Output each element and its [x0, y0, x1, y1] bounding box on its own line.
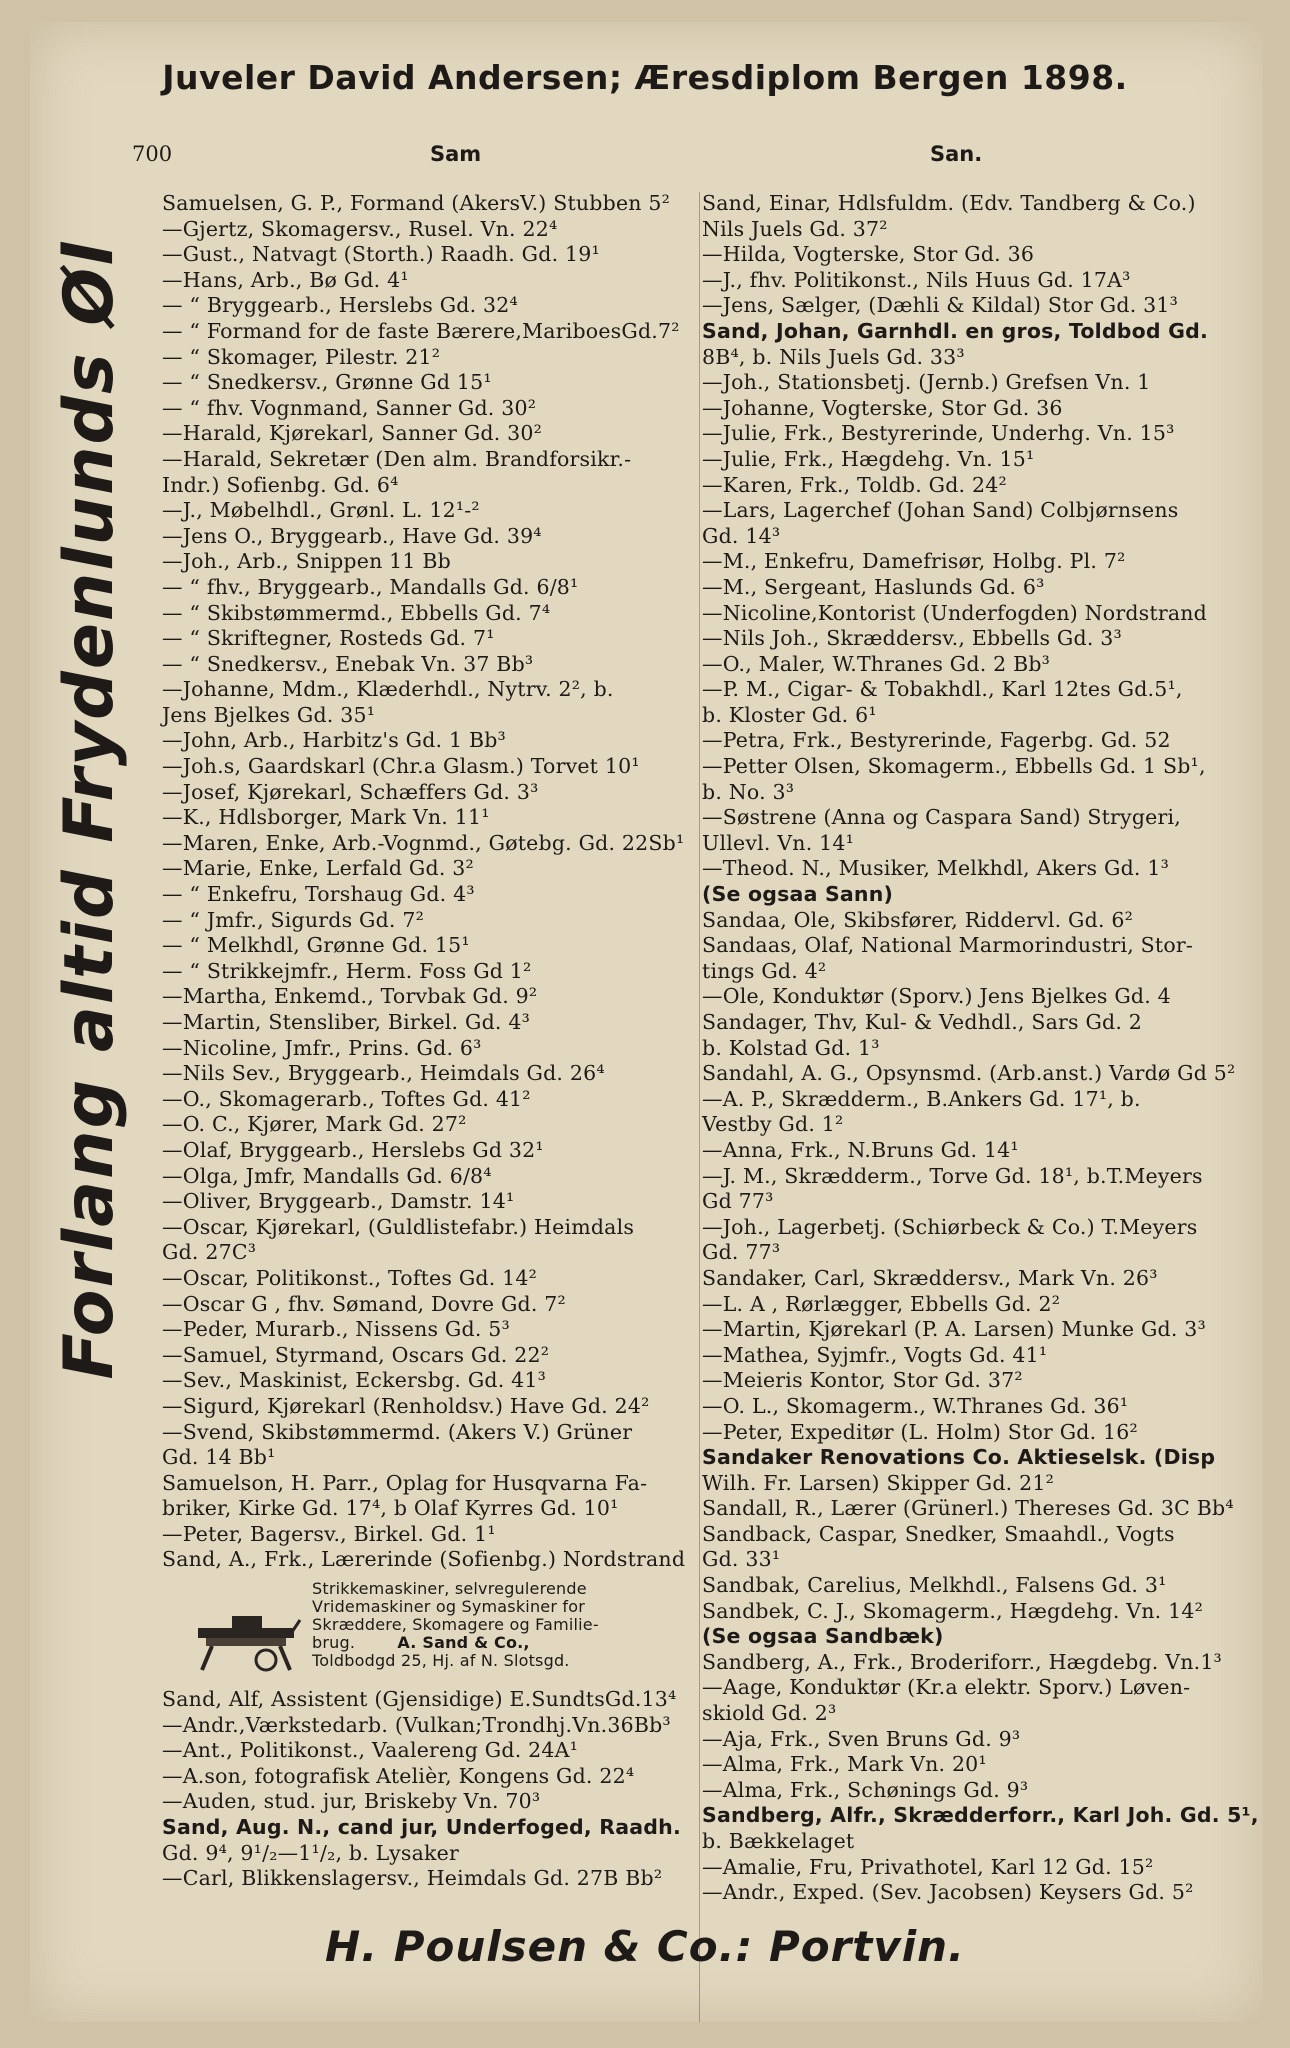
directory-entry: Sand, Alf, Assistent (Gjensidige) E.SundtsGd.13⁴ — [162, 1687, 677, 1712]
side-advertisement: Forlang altid Frydenlunds Øl — [50, 240, 129, 1380]
directory-entry: tings Gd. 4² — [702, 958, 827, 983]
column-header-left: Sam — [430, 142, 482, 166]
directory-entry: —Lars, Lagerchef (Johan Sand) Colbjørnsens — [702, 498, 1179, 523]
directory-entry: Sand, A., Frk., Lærerinde (Sofienbg.) Nordstrand — [162, 1547, 686, 1572]
right-column — [702, 191, 1259, 1906]
column-header-right: San. — [930, 142, 983, 166]
directory-entry: —L. A , Rørlægger, Ebbells Gd. 2² — [702, 1291, 1061, 1316]
directory-entry: —M., Sergeant, Haslunds Gd. 6³ — [702, 574, 1045, 599]
directory-entry: —J. M., Skrædderm., Torve Gd. 18¹, b.T.Meyers — [702, 1163, 1203, 1188]
ad-line-end: brug. — [312, 1633, 356, 1653]
left-entries-b — [162, 1687, 696, 1892]
directory-entry: —Julie, Frk., Bestyrerinde, Underhg. Vn. 15³ — [702, 421, 1175, 446]
directory-entry: Sandbak, Carelius, Melkhdl., Falsens Gd. 3¹ — [702, 1573, 1167, 1598]
page-number: 700 — [132, 142, 173, 166]
directory-entry: —Peter, Expeditør (L. Holm) Stor Gd. 16² — [702, 1419, 1138, 1444]
directory-entry: —Harald, Kjørekarl, Sanner Gd. 30² — [162, 421, 543, 446]
directory-entry: Gd. 14 Bb¹ — [162, 1445, 276, 1470]
directory-entry: Sandberg, A., Frk., Broderiforr., Hægdebg. Vn.1³ — [702, 1649, 1222, 1674]
inline-advertisement — [162, 1580, 696, 1683]
directory-entry: Samuelsen, G. P., Formand (AkersV.) Stubben 5² — [162, 191, 671, 215]
directory-entry: —Johanne, Vogterske, Stor Gd. 36 — [702, 395, 1063, 420]
directory-entry: —Aja, Frk., Sven Bruns Gd. 9³ — [702, 1726, 1021, 1751]
directory-entry: —Joh., Lagerbetj. (Schiørbeck & Co.) T.Meyers — [702, 1214, 1198, 1239]
directory-entry: (Se ogsaa Sann) — [702, 882, 894, 907]
column-divider — [699, 192, 700, 2022]
left-column — [162, 191, 696, 1892]
directory-entry: — “ Skomager, Pilestr. 21² — [162, 344, 441, 369]
directory-entry: —Carl, Blikkenslagersv., Heimdals Gd. 27B Bb² — [162, 1866, 663, 1891]
directory-entry: —O., Skomagerarb., Toftes Gd. 41² — [162, 1086, 531, 1111]
directory-entry: —Oliver, Bryggearb., Damstr. 14¹ — [162, 1189, 515, 1214]
directory-entry: Sandall, R., Lærer (Grünerl.) Thereses Gd. 3C Bb⁴ — [702, 1496, 1234, 1521]
directory-entry: Sand, Johan, Garnhdl. en gros, Toldbod Gd. — [702, 318, 1208, 343]
directory-entry: —Ole, Konduktør (Sporv.) Jens Bjelkes Gd. 4 — [702, 984, 1171, 1009]
directory-entry: Gd. 77³ — [702, 1240, 781, 1265]
directory-entry: —John, Arb., Harbitz's Gd. 1 Bb³ — [162, 728, 506, 753]
directory-entry: —Theod. N., Musiker, Melkhdl, Akers Gd. 1³ — [702, 856, 1169, 881]
directory-entry: Sand, Einar, Hdlsfuldm. (Edv. Tandberg & Co.) — [702, 191, 1196, 215]
directory-entry: —Peder, Murarb., Nissens Gd. 5³ — [162, 1317, 510, 1342]
directory-entry: —Karen, Frk., Toldb. Gd. 24² — [702, 472, 1007, 497]
directory-entry: —Hilda, Vogterske, Stor Gd. 36 — [702, 242, 1035, 267]
directory-entry: b. No. 3³ — [702, 779, 795, 804]
directory-entry: —Nicoline,Kontorist (Underfogden) Nordstrand — [702, 600, 1207, 625]
directory-entry: —Julie, Frk., Hægdehg. Vn. 15¹ — [702, 446, 1035, 471]
left-entries-a — [162, 191, 696, 1573]
directory-entry: — “ Skriftegner, Rosteds Gd. 7¹ — [162, 626, 495, 651]
directory-entry: —Oscar, Politikonst., Toftes Gd. 14² — [162, 1265, 538, 1290]
directory-entry: —Aage, Konduktør (Kr.a elektr. Sporv.) Løven- — [702, 1675, 1191, 1700]
directory-entry: —O. L., Skomagerm., W.Thranes Gd. 36¹ — [702, 1393, 1129, 1418]
knitting-machine-illustration — [192, 1610, 302, 1674]
directory-entry: —Olaf, Bryggearb., Herslebs Gd 32¹ — [162, 1137, 544, 1162]
directory-entry: — “ Enkefru, Torshaug Gd. 4³ — [162, 882, 475, 907]
directory-entry: —Jens, Sælger, (Dæhli & Kildal) Stor Gd. 31³ — [702, 293, 1179, 318]
directory-entry: —Oscar G , fhv. Sømand, Dovre Gd. 7² — [162, 1291, 566, 1316]
directory-entry: Wilh. Fr. Larsen) Skipper Gd. 21² — [702, 1470, 1055, 1495]
directory-entry: —Olga, Jmfr, Mandalls Gd. 6/8⁴ — [162, 1163, 492, 1188]
directory-entry: —Jens O., Bryggearb., Have Gd. 39⁴ — [162, 523, 542, 548]
directory-entry: —Joh., Arb., Snippen 11 Bb — [162, 549, 451, 574]
directory-entry: —Harald, Sekretær (Den alm. Brandforsikr.- — [162, 446, 632, 471]
directory-entry: —M., Enkefru, Damefrisør, Holbg. Pl. 7² — [702, 549, 1126, 574]
top-advertisement: Juveler David Andersen; Æresdiplom Bergen 1898. — [162, 58, 1128, 97]
directory-entry: — “ Jmfr., Sigurds Gd. 7² — [162, 907, 425, 932]
directory-entry: —Petra, Frk., Bestyrerinde, Fagerbg. Gd. 52 — [702, 728, 1171, 753]
directory-entry: skiold Gd. 2³ — [702, 1701, 837, 1726]
inline-advertisement-text — [312, 1580, 599, 1670]
directory-entry: 8B⁴, b. Nils Juels Gd. 33³ — [702, 344, 965, 369]
directory-entry: Indr.) Sofienbg. Gd. 6⁴ — [162, 472, 399, 497]
directory-entry: —Søstrene (Anna og Caspara Sand) Strygeri, — [702, 805, 1181, 830]
directory-entry: — “ Skibstømmermd., Ebbells Gd. 7⁴ — [162, 600, 551, 625]
directory-entry: briker, Kirke Gd. 17⁴, b Olaf Kyrres Gd. 10¹ — [162, 1496, 619, 1521]
directory-entry: —Martin, Kjørekarl (P. A. Larsen) Munke Gd. 3³ — [702, 1317, 1206, 1342]
directory-entry: —Nils Joh., Skræddersv., Ebbells Gd. 3³ — [702, 626, 1122, 651]
directory-entry: —Gust., Natvagt (Storth.) Raadh. Gd. 19¹ — [162, 242, 600, 267]
directory-entry: —Sigurd, Kjørekarl (Renholdsv.) Have Gd. 24² — [162, 1393, 650, 1418]
directory-entry: —Sev., Maskinist, Eckersbg. Gd. 41³ — [162, 1368, 547, 1393]
directory-entry: —O., Maler, W.Thranes Gd. 2 Bb³ — [702, 651, 1051, 676]
ad-line — [312, 1634, 599, 1652]
directory-entry: —Mathea, Syjmfr., Vogts Gd. 41¹ — [702, 1342, 1048, 1367]
directory-entry: —Gjertz, Skomagersv., Rusel. Vn. 22⁴ — [162, 216, 558, 241]
ad-address: Toldbodgd 25, Hj. af N. Slotsgd. — [312, 1651, 570, 1671]
right-entries — [702, 191, 1259, 1906]
directory-entry: Sandahl, A. G., Opsynsmd. (Arb.anst.) Vardø Gd 5² — [702, 1061, 1236, 1086]
directory-entry: —O. C., Kjører, Mark Gd. 27² — [162, 1112, 467, 1137]
directory-entry: —Martha, Enkemd., Torvbak Gd. 9² — [162, 984, 538, 1009]
directory-entry: —Anna, Frk., N.Bruns Gd. 14¹ — [702, 1137, 1019, 1162]
directory-entry: —Meieris Kontor, Stor Gd. 37² — [702, 1368, 1023, 1393]
directory-entry: —Amalie, Fru, Privathotel, Karl 12 Gd. 15² — [702, 1854, 1154, 1879]
directory-entry: —K., Hdlsborger, Mark Vn. 11¹ — [162, 805, 490, 830]
directory-entry: —A. P., Skrædderm., B.Ankers Gd. 17¹, b. — [702, 1086, 1141, 1111]
directory-entry: Jens Bjelkes Gd. 35¹ — [162, 702, 376, 727]
directory-entry: Gd. 27C³ — [162, 1240, 257, 1265]
ad-line: Vridemaskiner og Symaskiner for — [312, 1597, 585, 1617]
directory-entry: —Johanne, Mdm., Klæderhdl., Nytrv. 2², b. — [162, 677, 614, 702]
directory-entry: — “ Strikkejmfr., Herm. Foss Gd 1² — [162, 958, 532, 983]
directory-entry: Sand, Aug. N., cand jur, Underfoged, Raadh. — [162, 1815, 681, 1840]
directory-entry: —Marie, Enke, Lerfald Gd. 3² — [162, 856, 474, 881]
directory-entry: —Nicoline, Jmfr., Prins. Gd. 6³ — [162, 1035, 482, 1060]
directory-entry: (Se ogsaa Sandbæk) — [702, 1624, 944, 1649]
directory-entry: —Oscar, Kjørekarl, (Guldlistefabr.) Heimdals — [162, 1214, 635, 1239]
directory-entry: Sandaker, Carl, Skræddersv., Mark Vn. 26³ — [702, 1265, 1158, 1290]
directory-entry: —Joh., Stationsbetj. (Jernb.) Grefsen Vn. 1 — [702, 370, 1151, 395]
directory-entry: —J., fhv. Politikonst., Nils Huus Gd. 17A³ — [702, 267, 1131, 292]
directory-entry: Gd. 14³ — [702, 523, 781, 548]
directory-entry: Samuelson, H. Parr., Oplag for Husqvarna Fa- — [162, 1470, 648, 1495]
directory-entry: Nils Juels Gd. 37² — [702, 216, 888, 241]
directory-entry: b. Kolstad Gd. 1³ — [702, 1035, 880, 1060]
directory-entry: Vestby Gd. 1² — [702, 1112, 844, 1137]
directory-entry: —Andr., Exped. (Sev. Jacobsen) Keysers Gd. 5² — [702, 1880, 1194, 1905]
directory-entry: Sandberg, Alfr., Skrædderforr., Karl Joh. Gd. 5¹, — [702, 1803, 1259, 1828]
directory-entry: Ullevl. Vn. 14¹ — [702, 830, 855, 855]
directory-entry: — “ Bryggearb., Herslebs Gd. 32⁴ — [162, 293, 518, 318]
directory-entry: —J., Møbelhdl., Grønl. L. 12¹-² — [162, 498, 480, 523]
directory-entry: Sandager, Thv, Kul- & Vedhdl., Sars Gd. 2 — [702, 1010, 1143, 1034]
directory-entry: —P. M., Cigar- & Tobakhdl., Karl 12tes Gd.5¹, — [702, 677, 1183, 702]
directory-entry: — “ Melkhdl, Grønne Gd. 15¹ — [162, 933, 470, 958]
directory-entry: Sandbek, C. J., Skomagerm., Hægdehg. Vn. 14² — [702, 1598, 1204, 1623]
directory-entry: Sandback, Caspar, Snedker, Smaahdl., Vogts — [702, 1521, 1175, 1546]
directory-entry: —Svend, Skibstømmermd. (Akers V.) Grüner — [162, 1419, 633, 1444]
directory-entry: —Hans, Arb., Bø Gd. 4¹ — [162, 267, 409, 292]
directory-entry: —Petter Olsen, Skomagerm., Ebbells Gd. 1 Sb¹, — [702, 754, 1206, 779]
directory-entry: —Josef, Kjørekarl, Schæffers Gd. 3³ — [162, 779, 539, 804]
directory-entry: Sandaker Renovations Co. Aktieselsk. (Disp — [702, 1445, 1216, 1470]
directory-entry: —Andr.,Værkstedarb. (Vulkan;Trondhj.Vn.36Bb³ — [162, 1712, 671, 1737]
directory-entry: Gd. 33¹ — [702, 1547, 781, 1572]
directory-entry: Sandaas, Olaf, National Marmorindustri, Stor- — [702, 933, 1194, 958]
directory-entry: —Maren, Enke, Arb.-Vognmd., Gøtebg. Gd. 22Sb¹ — [162, 830, 685, 855]
directory-entry: Sandaa, Ole, Skibsfører, Riddervl. Gd. 6² — [702, 907, 1134, 932]
directory-entry: —Martin, Stensliber, Birkel. Gd. 4³ — [162, 1010, 530, 1034]
ad-line: Skræddere, Skomagere og Familie- — [312, 1615, 599, 1635]
directory-entry: — “ Snedkersv., Grønne Gd 15¹ — [162, 370, 492, 395]
directory-entry: — “ fhv. Vognmand, Sanner Gd. 30² — [162, 395, 537, 420]
directory-entry: — “ fhv., Bryggearb., Mandalls Gd. 6/8¹ — [162, 574, 579, 599]
directory-entry: — “ Formand for de faste Bærere,MariboesGd.7² — [162, 318, 680, 343]
directory-entry: —Peter, Bagersv., Birkel. Gd. 1¹ — [162, 1521, 496, 1546]
directory-entry: —A.son, fotografisk Atelièr, Kongens Gd. 22⁴ — [162, 1763, 635, 1788]
directory-entry: Gd. 9⁴, 9¹/₂—1¹/₂, b. Lysaker — [162, 1840, 460, 1865]
directory-entry: —Alma, Frk., Mark Vn. 20¹ — [702, 1752, 987, 1777]
directory-entry: —Joh.s, Gaardskarl (Chr.a Glasm.) Torvet 10¹ — [162, 754, 640, 779]
directory-entry: Gd 77³ — [702, 1189, 774, 1214]
directory-entry: — “ Snedkersv., Enebak Vn. 37 Bb³ — [162, 651, 534, 676]
directory-entry: —Nils Sev., Bryggearb., Heimdals Gd. 26⁴ — [162, 1061, 605, 1086]
directory-entry: b. Bækkelaget — [702, 1829, 855, 1853]
bottom-advertisement: H. Poulsen & Co.: Portvin. — [324, 1922, 966, 1971]
ad-firm-name: A. Sand & Co., — [397, 1633, 530, 1653]
directory-entry: b. Kloster Gd. 6¹ — [702, 702, 877, 727]
directory-entry: —Auden, stud. jur, Briskeby Vn. 70³ — [162, 1789, 541, 1814]
directory-entry: —Ant., Politikonst., Vaalereng Gd. 24A¹ — [162, 1738, 579, 1763]
ad-line: Strikkemaskiner, selvregulerende — [312, 1579, 587, 1599]
directory-entry: —Samuel, Styrmand, Oscars Gd. 22² — [162, 1342, 550, 1367]
directory-entry: —Alma, Frk., Schønings Gd. 9³ — [702, 1777, 1029, 1802]
